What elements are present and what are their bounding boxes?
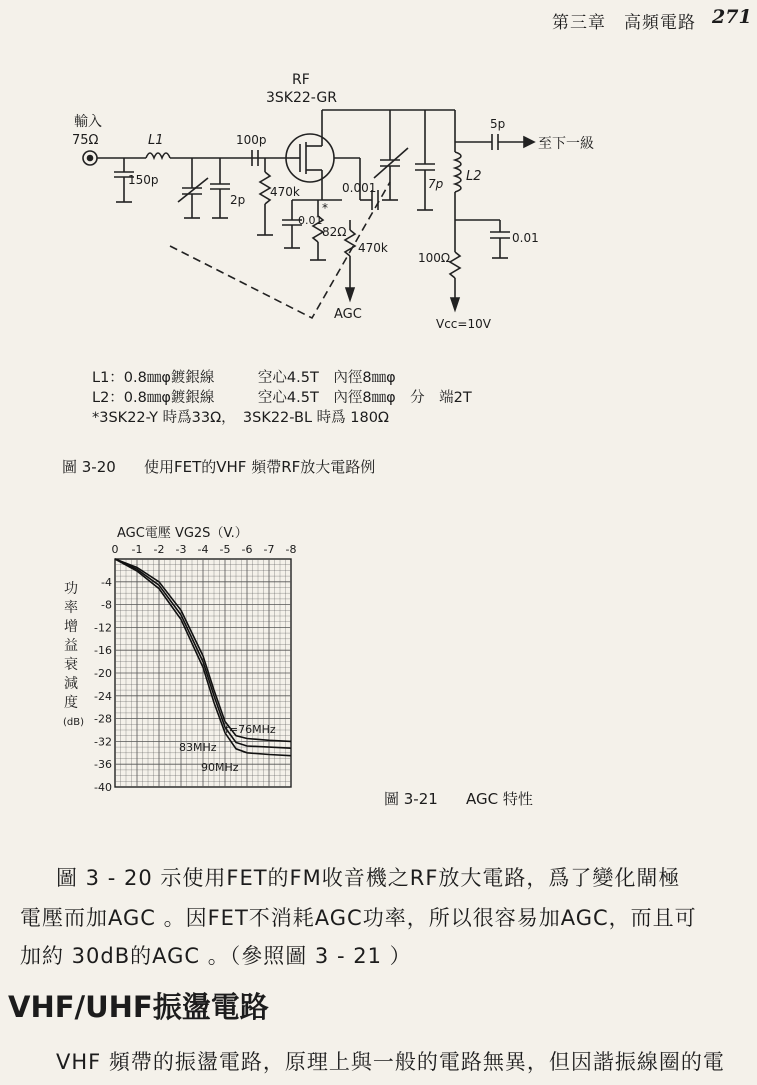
schematic-star: *: [322, 201, 328, 215]
y-label-char: 功: [64, 581, 78, 597]
schematic-c0001-label: 0.001: [342, 181, 377, 195]
y-tick-label: -28: [94, 712, 112, 726]
x-tick-label: -5: [219, 543, 231, 556]
schematic-r82-label: 82Ω: [322, 225, 347, 239]
agc-characteristic-chart: [55, 515, 325, 805]
schematic-transistor-label: RF: [292, 72, 310, 88]
y-tick-label: -32: [94, 735, 112, 749]
chart-x-ticks: [112, 543, 297, 556]
figure-3-21-title: AGC 特性: [466, 790, 533, 808]
series-label-90mhz: 90MHz: [201, 761, 239, 774]
x-tick-label: -8: [285, 543, 297, 556]
y-label-char: 增: [64, 619, 78, 635]
x-tick-label: -6: [241, 543, 253, 556]
x-tick-label: 0: [111, 543, 119, 556]
schematic-agc-label: AGC: [334, 307, 362, 322]
paragraph-line-3: 加約 30dB的AGC 。（參照圖 3 - 21 ）: [20, 944, 412, 968]
figure-3-20-title: 使用FET的VHF 頻帶RF放大電路例: [144, 458, 376, 476]
x-tick-label: -4: [197, 543, 209, 556]
schematic-r470k-label: 470k: [270, 185, 300, 199]
schematic-r100-label: 100Ω: [418, 251, 451, 265]
figure-3-20-number: 圖 3-20: [62, 458, 116, 476]
chart-title: AGC電壓 VG2S（V.）: [117, 526, 248, 541]
schematic-output-label: 至下一級: [538, 136, 594, 152]
last-line: VHF 頻帶的振盪電路，原理上與一般的電路無異，但因諧振線圈的電: [56, 1050, 725, 1074]
y-tick-label: -12: [94, 621, 112, 635]
schematic-input-impedance: 75Ω: [72, 133, 99, 148]
y-label-char: 益: [64, 638, 78, 654]
schematic-r470k-b-label: 470k: [358, 241, 388, 255]
y-tick-label: -40: [94, 781, 112, 794]
coil-note-l2: L2：0.8㎜φ鍍銀線 空心4.5T 內徑8㎜φ 分 端2T: [92, 390, 472, 406]
x-tick-label: -3: [175, 543, 187, 556]
section-title: VHF/UHF振盪電路: [8, 990, 269, 1024]
page-number: 271: [712, 6, 752, 28]
y-tick-label: -36: [94, 758, 112, 772]
paragraph-line-1: 圖 3 - 20 示使用FET的FM收音機之RF放大電路，爲了變化閘極: [56, 866, 681, 890]
y-tick-label: -8: [101, 598, 112, 612]
paragraph-line-2: 電壓而加AGC 。因FET不消耗AGC功率，所以很容易加AGC，而且可: [20, 906, 697, 930]
x-tick-label: -7: [263, 543, 275, 556]
y-tick-label: -20: [94, 667, 112, 680]
schematic-c150p-label: 150p: [128, 173, 159, 187]
chapter-header: 第三章 高頻電路: [552, 13, 696, 33]
y-label-char: 衰: [64, 657, 78, 673]
schematic-c5p-label: 5p: [490, 117, 506, 131]
schematic-c7p-label: 7p: [428, 177, 444, 191]
schematic-input-label: 輸入: [74, 114, 102, 130]
schematic-c100p-label: 100p: [236, 133, 267, 147]
schematic-l2-label: L2: [466, 169, 482, 184]
chart-y-ticks: [94, 576, 112, 794]
y-label-char: 減: [64, 676, 78, 692]
y-tick-label: -4: [101, 575, 112, 589]
y-label-char: 率: [64, 600, 78, 616]
schematic-vcc-label: Vcc=10V: [436, 317, 491, 331]
chart-y-label: [64, 581, 78, 711]
schematic-c001a-label: 0.01: [298, 214, 323, 227]
schematic-c2p-label: 2p: [230, 193, 246, 207]
y-tick-label: -16: [94, 644, 112, 658]
x-tick-label: -2: [153, 543, 165, 556]
figure-3-21-number: 圖 3-21: [384, 790, 438, 808]
x-tick-label: -1: [131, 543, 143, 556]
chart-y-unit: (dB): [63, 717, 85, 728]
schematic-transistor-part: 3SK22-GR: [266, 90, 337, 106]
series-label-83mhz: 83MHz: [179, 741, 217, 754]
series-label-76mhz: f=76MHz: [225, 723, 276, 736]
rf-amplifier-schematic: [60, 60, 680, 360]
y-tick-label: -24: [94, 689, 112, 703]
resistor-note: *3SK22-Y 時爲33Ω， 3SK22-BL 時爲 180Ω: [92, 410, 390, 426]
schematic-l1-label: L1: [148, 133, 164, 148]
schematic-c001b-label: 0.01: [512, 231, 539, 245]
y-label-char: 度: [64, 695, 78, 711]
coil-note-l1: L1：0.8㎜φ鍍銀線 空心4.5T 內徑8㎜φ: [92, 370, 396, 386]
